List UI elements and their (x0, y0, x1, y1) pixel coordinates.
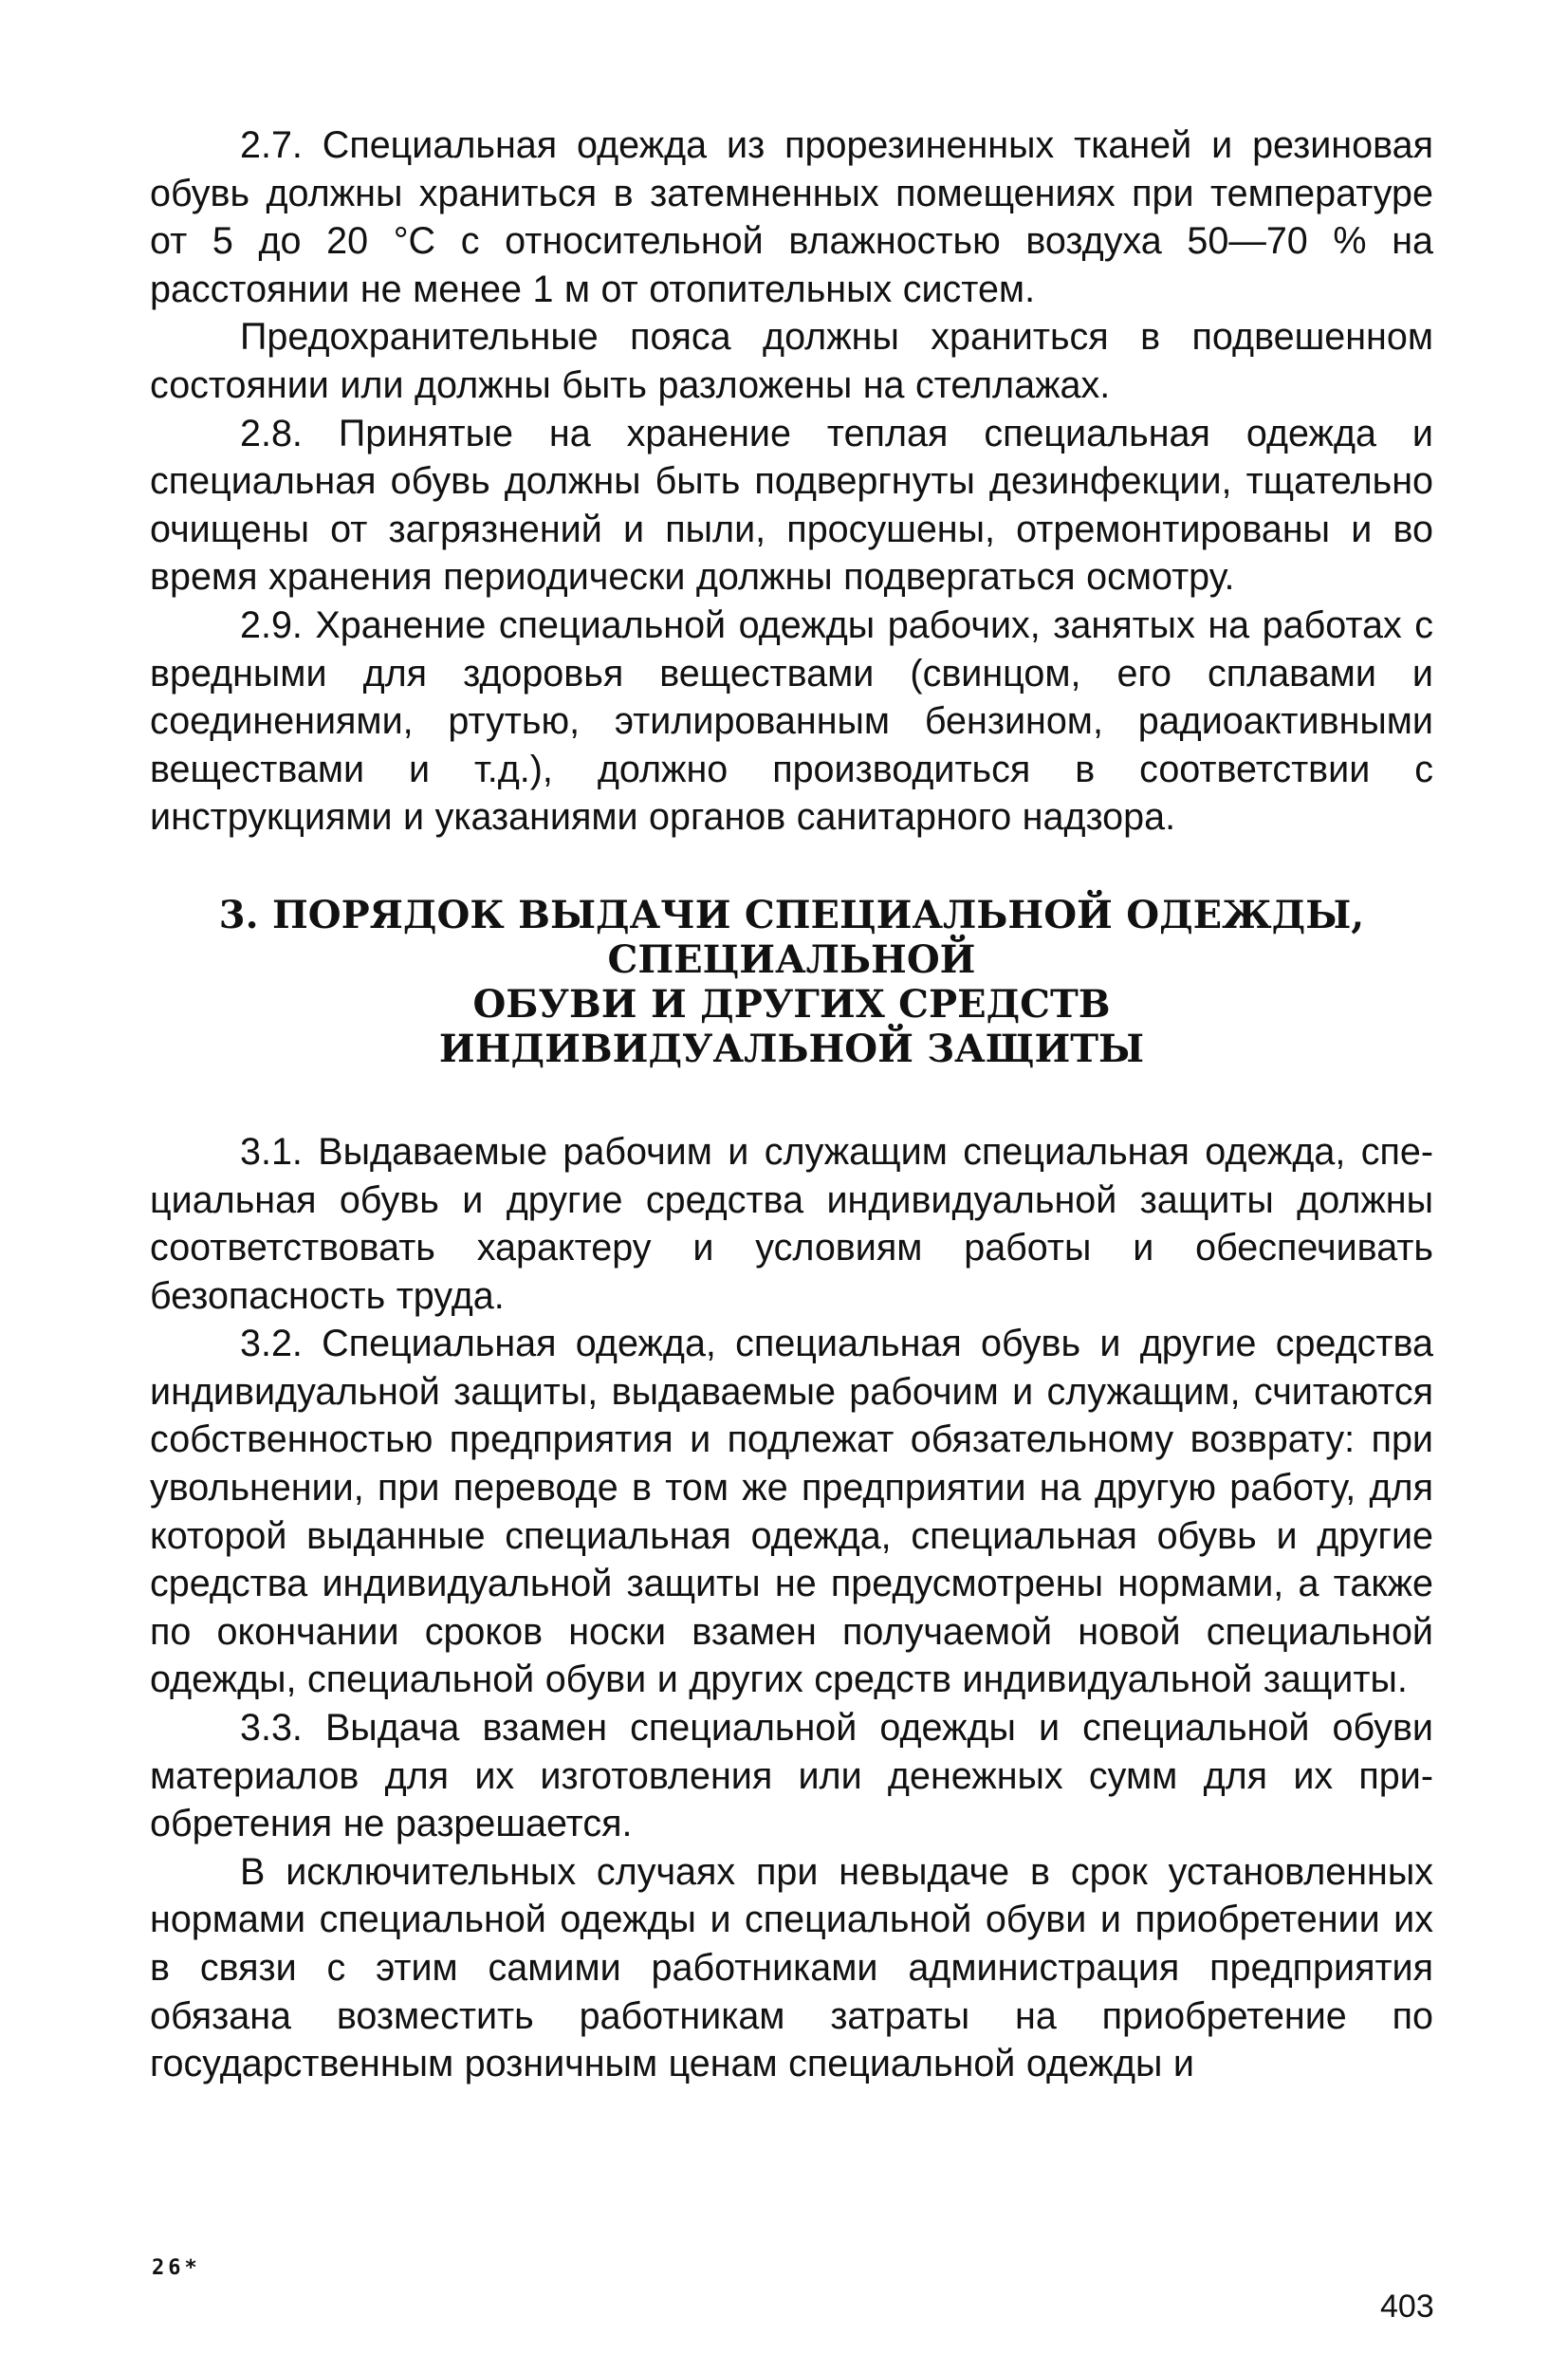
paragraph-2-8: 2.8. Принятые на хранение теплая специальная одежда и специальная обувь должны быть подвергнуты дезинфекции, тщательно очищены от загрязнений и пыли, просушены, отремонтированы и во время хранения периодически должны подвергаться осмотру. (150, 412, 1433, 599)
section-3-heading (150, 893, 1433, 1071)
document-body (150, 121, 1433, 2088)
paragraph-2-7: 2.7. Специальная одежда из прорезиненных тканей и резиновая обувь должны храниться в затемненных помещениях при температуре от 5 до 20 °С с относительной влажностью воздуха 50—70 % на расстоянии не менее 1 м от отопительных систем. (150, 124, 1433, 310)
section-title-line-3: ИНДИВИДУАЛЬНОЙ ЗАЩИТЫ (438, 1026, 1145, 1071)
paragraph-3-3-exceptions: В исключительных случаях при невыдаче в срок установленных нормами специальной одежды и специальной обуви и приобретении их в связи с этим самими работниками администрация предприятия обязана возместить работникам затраты на приобретение по государственным розничным ценам специальной одежды и (150, 1850, 1433, 2085)
page-number: 403 (1380, 2288, 1434, 2325)
paragraph-3-2: 3.2. Специальная одежда, специальная обувь и другие средства индивидуальной защиты, выдаваемые рабочим и служащим, считаются собственностью предприятия и подлежат обязательному возврату: при увольнении, при переводе в том же предприятии на другую работу, для которой выданные специальная одежда, специальная обувь и другие средства индивидуальной защиты не предусмотрены нормами, а также по окончании сроков носки взамен получаемой новой специальной одежды, специальной обуви и других средств индивидуальной защиты. (150, 1323, 1433, 1701)
printer-signature-mark: 26* (152, 2256, 201, 2280)
paragraph-3-1: 3.1. Выдаваемые рабочим и служащим специальная одежда, специальная обувь и другие средства индивидуальной защиты должны соответствовать характеру и условиям работы и обеспечивать безопасность труда. (150, 1130, 1433, 1317)
paragraph-2-9: 2.9. Хранение специальной одежды рабочих, занятых на работах с вредными для здоровья веществами (свинцом, его сплавами и соединениями, ртутью, этилированным бензином, радиоактивными веществами и т.д.), должно производиться в соответствии с инструкциями и указаниями органов санитарного надзора. (150, 603, 1433, 839)
section-title-line-2: ОБУВИ И ДРУГИХ СРЕДСТВ (472, 981, 1111, 1027)
paragraph-3-3: 3.3. Выдача взамен специальной одежды и специальной обуви материалов для их изготовления или денежных сумм для их приобретения не разрешается. (150, 1707, 1433, 1845)
section-title-line-1: 3. ПОРЯДОК ВЫДАЧИ СПЕЦИАЛЬНОЙ ОДЕЖДЫ, СПЕЦИАЛЬНОЙ (218, 892, 1365, 982)
paragraph-2-7-belts: Предохранительные пояса должны храниться в подвешенном состоянии или должны быть разложены на стеллажах. (150, 316, 1433, 406)
